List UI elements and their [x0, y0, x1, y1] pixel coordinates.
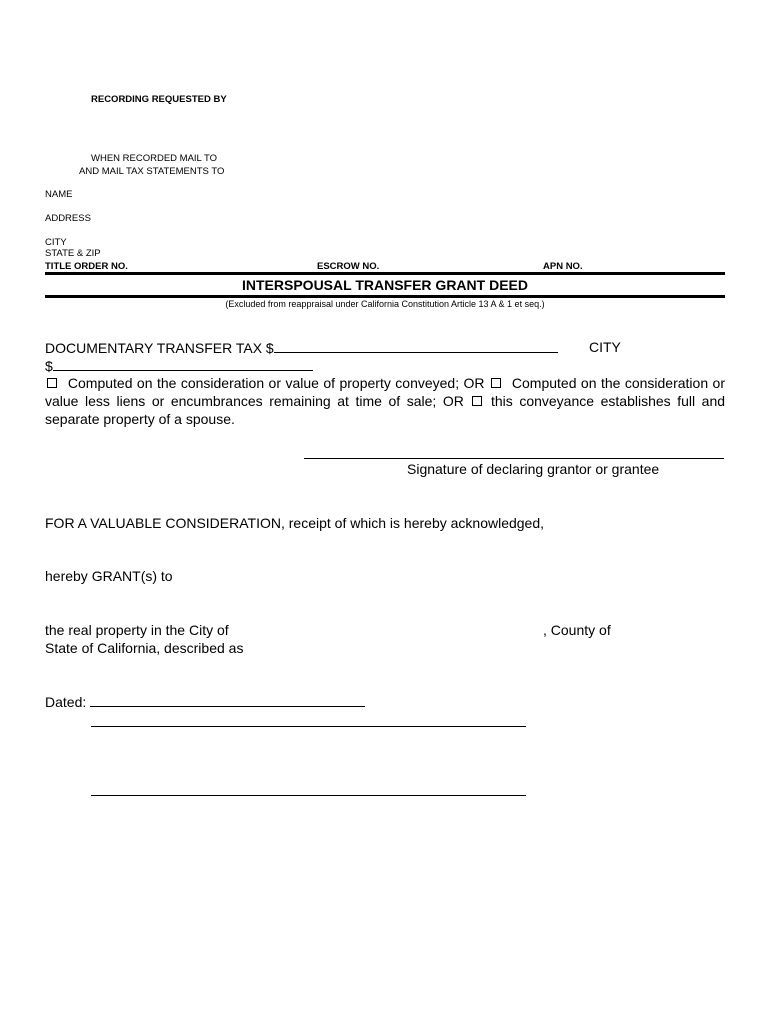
- property-city-text: the real property in the City of: [45, 622, 229, 638]
- top-rule: [45, 272, 725, 275]
- consideration-text: FOR A VALUABLE CONSIDERATION, receipt of which is hereby acknowledged,: [45, 515, 545, 531]
- when-recorded-label: WHEN RECORDED MAIL TO: [91, 153, 217, 164]
- mail-tax-label: AND MAIL TAX STATEMENTS TO: [79, 166, 225, 177]
- doc-tax-line: [45, 339, 558, 356]
- county-of-text: , County of: [543, 622, 611, 638]
- option2-text: Computed on the consideration or value less liens or encumbrances remaining at time of sale; OR: [45, 375, 726, 409]
- address-label: ADDRESS: [45, 213, 91, 224]
- recording-requested-label: RECORDING REQUESTED BY: [91, 94, 227, 105]
- option1-text: Computed on the consideration or value of property conveyed; OR: [67, 375, 485, 391]
- doc-tax-amount-field[interactable]: [274, 339, 558, 353]
- grant-text: hereby GRANT(s) to: [45, 568, 173, 584]
- option3-text: this conveyance establishes full and separate property of a spouse.: [45, 393, 726, 427]
- option1-checkbox[interactable]: [47, 378, 57, 388]
- state-described-text: State of California, described as: [45, 640, 244, 656]
- deed-title: INTERSPOUSAL TRANSFER GRANT DEED: [242, 277, 528, 293]
- signature-line-1[interactable]: [91, 726, 526, 727]
- city-label: CITY: [45, 237, 67, 248]
- city-tax-amount-field[interactable]: [53, 357, 313, 371]
- city-tax-line: [45, 357, 313, 374]
- grantor-signature-line[interactable]: [304, 458, 724, 459]
- signature-caption: Signature of declaring grantor or grantee: [407, 461, 660, 477]
- tax-city-label: CITY: [589, 339, 621, 355]
- deed-subtitle: (Excluded from reappraisal under California Constitution Article 13 A & 1 et seq.): [225, 299, 545, 309]
- name-label: NAME: [45, 189, 73, 200]
- dated-line: [45, 693, 365, 710]
- escrow-label: ESCROW NO.: [317, 261, 380, 272]
- dollar-sign: $: [45, 358, 53, 374]
- title-order-label: TITLE ORDER NO.: [45, 261, 128, 272]
- tax-options-paragraph: [45, 374, 725, 428]
- apn-label: APN NO.: [543, 261, 583, 272]
- doc-tax-label: DOCUMENTARY TRANSFER TAX $: [45, 340, 274, 356]
- option2-checkbox[interactable]: [491, 378, 501, 388]
- signature-line-2[interactable]: [91, 795, 526, 796]
- state-zip-label: STATE & ZIP: [45, 248, 101, 259]
- bottom-rule: [45, 295, 725, 298]
- dated-field[interactable]: [90, 693, 365, 707]
- dated-label: Dated:: [45, 694, 87, 710]
- option3-checkbox[interactable]: [472, 396, 482, 406]
